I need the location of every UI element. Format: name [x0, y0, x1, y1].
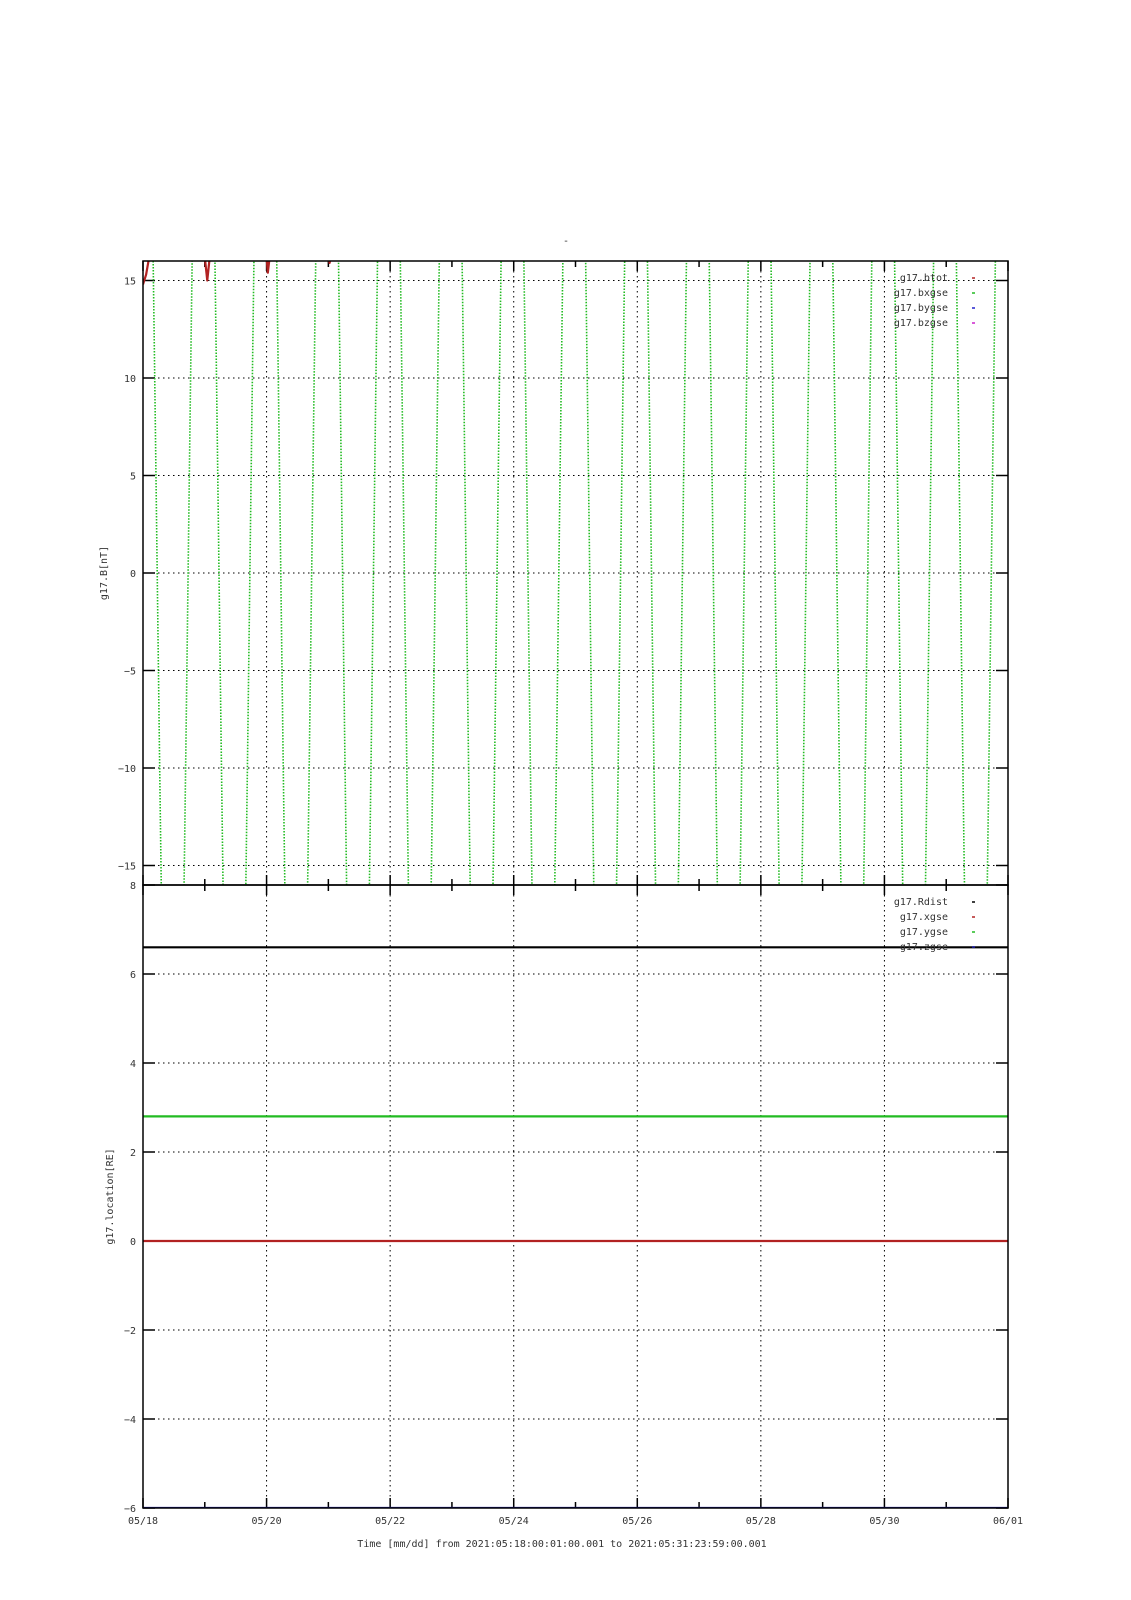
- plot-area: [143, 0, 1008, 1353]
- y-tick-label: 4: [129, 1059, 136, 1070]
- y-tick-label: 10: [123, 374, 136, 385]
- location-panel: [105, 881, 1023, 1527]
- y-tick-label: 2: [129, 1148, 136, 1159]
- magnetic-field-panel: [99, 0, 1008, 1353]
- series-line-g17-bxgse: [143, 0, 1008, 1353]
- y-axis-label: g17.location[RE]: [105, 1148, 116, 1245]
- x-axis-label: Time [mm/dd] from 2021:05:18:00:01:00.001 to 2021:05:31:23:59:00.001: [357, 1539, 767, 1550]
- legend-label-g17-bygse: g17.bygse: [893, 303, 948, 314]
- y-tick-label: −4: [123, 1415, 136, 1426]
- legend-label-g17-btot: g17.btot: [899, 273, 948, 284]
- y-tick-label: 15: [123, 276, 136, 288]
- legend-label-g17-bzgse: g17.bzgse: [893, 318, 948, 329]
- plot-frame: [143, 885, 1008, 1508]
- y-tick-label: 0: [129, 569, 136, 580]
- legend-label-g17-bxgse: g17.bxgse: [893, 288, 948, 299]
- y-tick-label: −10: [117, 764, 136, 775]
- y-tick-label: −15: [117, 861, 136, 873]
- y-tick-label: −2: [123, 1326, 136, 1337]
- legend-label-g17-ygse: g17.ygse: [899, 927, 948, 938]
- y-tick-label: 6: [129, 970, 136, 981]
- legend-label-g17-Rdist: g17.Rdist: [893, 897, 948, 908]
- x-tick-label: 05/30: [869, 1516, 900, 1527]
- x-tick-label: 05/24: [498, 1516, 529, 1527]
- x-tick-label: 05/22: [375, 1516, 406, 1527]
- plot-area: [143, 947, 1008, 1508]
- x-tick-label: 06/01: [992, 1516, 1024, 1527]
- y-tick-label: 5: [129, 471, 136, 483]
- x-tick-label: 05/28: [745, 1516, 776, 1527]
- legend-label-g17-zgse: g17.zgse: [899, 942, 948, 953]
- x-tick-label: 05/26: [622, 1516, 653, 1527]
- y-axis-label: g17.B[nT]: [99, 545, 110, 601]
- y-tick-label: −6: [123, 1504, 136, 1515]
- y-tick-label: −5: [123, 666, 136, 678]
- y-tick-label: 0: [129, 1237, 136, 1248]
- x-tick-label: 05/18: [127, 1516, 159, 1527]
- x-tick-label: 05/20: [251, 1516, 282, 1527]
- legend-label-g17-xgse: g17.xgse: [899, 912, 948, 923]
- page-title: -: [562, 236, 570, 247]
- y-tick-label: 8: [129, 881, 136, 892]
